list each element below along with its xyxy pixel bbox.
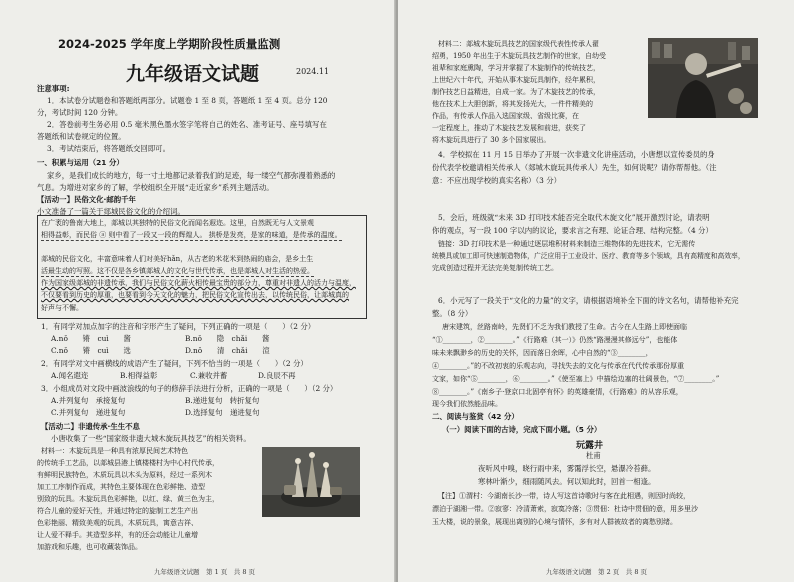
activity-intro: 小文准备了一篇关于郯城民俗文化的介绍词。 <box>37 207 185 216</box>
poem-title: 玩露井 <box>576 441 604 451</box>
section-heading: 一、积累与运用（21 分） <box>37 158 124 167</box>
exam-page-2 <box>398 0 794 582</box>
poem-note: 【注】①渭村：今湖南长沙一带，诗人写这首诗歌时与客在此相遇，则因时尚较， <box>438 492 690 500</box>
passage-line: 相得益彰，而民俗 ⓐ 则中看了一段又一段的辉煌人。 拱桥是发亮，是家的味道，是传承的温度。 <box>41 231 342 239</box>
material-line: 绍勇，1950 年出生于木旋玩具技艺制作的世家，自幼受 <box>432 52 607 60</box>
option-a: A.nǒ 锵 cuì 酱 <box>51 334 131 343</box>
material-line: 上世纪六十年代，开始从事木旋玩具制作，经年累积， <box>432 76 600 84</box>
option-d: D.nǒ 清 chǎi 渲 <box>185 346 270 355</box>
material-line: 将木旋玩具进行了 30 多个国家展出。 <box>432 136 551 144</box>
question-4: 4．学校拟在 11 月 15 日举办了开展一次非遗文化讲座活动，小唐想以宣传委员的身 <box>438 150 715 159</box>
notice-line: 3．考试结束后，将答题纸交回即可。 <box>47 144 170 153</box>
material-line: 加工工序制作而成，其特色主要体现在色彩鲜艳、造型 <box>37 483 205 491</box>
notice-line: 分，考试时间 120 分钟。 <box>37 108 123 117</box>
option-c: C.nǒ 锵 cuì 选 <box>51 346 131 355</box>
intro-line: 家乡，是我们成长的地方，每一寸土地都记录着我们的足迹，每一缕空气都弥漫着熟悉的 <box>47 171 336 180</box>
passage-line: 作为国家级郯城的非遗传承，我们与民俗文化薪火相传最宝贵的部分力，尊重对非遗人的活力与温度， <box>41 279 356 287</box>
link-material-line: 完成创造过程并无法完美复制传统工艺。 <box>432 264 558 272</box>
option-d: D.选择复句 递进复句 <box>185 408 260 417</box>
material-line: 材料二：郯城木旋玩具技艺的国家级代表性传承人翟 <box>438 40 599 48</box>
page-footer: 九年级语文试题 第 1 页 共 8 页 <box>154 568 256 576</box>
question-5: 5．会后，班级就“未来 3D 打印技术能否完全取代木旋文化”展开激烈讨论，请表明 <box>438 213 710 222</box>
exam-title: 2024-2025 学年度上学期阶段性质量监测 <box>58 37 281 51</box>
passage-line: 郯城的民俗文化，丰富意味着人们对美好hǎn，从古老的米花米到热闹的庙会，是乡土生 <box>41 255 314 263</box>
fill-blank-line: ④________。”的不改初衷的乐观志向，寻找失去的文化与传承在代代传承那份厚重 <box>432 362 685 370</box>
material-line: 祖辈和家庭熏陶，学习并掌握了木旋制作的传统技艺， <box>432 64 600 72</box>
fill-blank-line: ⑧________。”《南乡子·登京口北固亭有怀》的英雄豪情，《行路难》的从容乐观， <box>432 388 683 396</box>
exam-page-1 <box>0 0 396 582</box>
question-5-line: 你的观点，写一段 100 字以内的议论，要求言之有理、论证合理、结构完整。（4 分） <box>432 226 713 235</box>
notice-line: 答题纸和试卷规定的位置。 <box>37 132 126 141</box>
material-line: 色彩艳丽、精致美观的玩具，木质玩具，寓意吉祥、 <box>37 519 198 527</box>
option-a: A.并列复句 承接复句 <box>51 396 126 405</box>
poem-author: 杜甫 <box>586 451 601 460</box>
poem-line: 夜听风中嗅，晓行雨中来，雾霭浮长空，悬瀑冷苔藓。 <box>478 464 656 473</box>
question-4-line: 意：不应出现学校的真实名称）（3 分） <box>432 176 561 185</box>
passage-line: 不仅要看到历史的厚重，也要看到今天文化的魅力，把民俗文化宣传出去，以传统民俗，让郯城真的 <box>41 291 349 299</box>
option-b: B.nǒ 隐 chǎi 酱 <box>185 334 270 343</box>
section-heading: 二、阅读与鉴赏（42 分） <box>432 412 519 421</box>
fill-blank-line: 现今我们依然能品味。 <box>432 400 502 408</box>
activity-heading: 【活动一】民俗文化·邮韵千年 <box>37 195 136 204</box>
fill-blank-line: 文家，如你“⑤________，⑥________。”《使至塞上》中描绘边塞的壮阔景色，“⑦________。” <box>432 375 720 383</box>
page-footer: 九年级语文试题 第 2 页 共 8 页 <box>546 568 648 576</box>
material-line: 加游戏和乐趣，也可收藏装饰品。 <box>37 543 142 551</box>
option-c: C.并列复句 递进复句 <box>51 408 126 417</box>
material-line: 别致的玩具。木旋玩具色彩鲜艳，以红、绿、黄三色为主， <box>37 495 219 503</box>
subsection-heading: （一）阅读下面的古诗，完成下面小题。（5 分） <box>442 425 602 434</box>
intro-line: 气息。为增进对家乡的了解，学校组织全开展“走近家乡”系列主题活动。 <box>37 183 274 192</box>
question-4-line: 份代表学校邀请相关传承人（郯城木旋玩具传承人）先生，如何说呢？请你帮帮他。（注 <box>432 163 717 172</box>
notice-heading: 注意事项: <box>37 84 70 93</box>
poem-note: 漂泊于湖湘一带。②寂寥：冷清萧索，寂寞冷落；③贯佃：杜诗中贯佃的意，用多里沙 <box>432 505 698 513</box>
exam-subtitle: 九年级语文试题 <box>126 63 260 85</box>
craftsman-photo <box>648 38 758 118</box>
notice-line: 2．答卷前考生务必用 0.5 毫米黑色墨水签字笔将自己的姓名、准考证号、座号填写在 <box>47 120 327 129</box>
toy-photo <box>262 447 360 517</box>
poem-note: 玉大楼，说的景象，展现出离别的心境与情怀，多有对人群被故者的离愁别绪。 <box>432 518 677 526</box>
question-6-line: 整。（8 分） <box>432 309 473 318</box>
question-6: 6．小元写了一段关于“文化的力量”的文字，请根据语境补全下面的诗文名句，请帮他补充完 <box>438 296 739 305</box>
activity-heading: 【活动二】非遗传承·生生不息 <box>41 422 140 431</box>
poem-line: 寒林叶渐少，细雨随风去。何以知此时，回首一相逢。 <box>478 477 656 486</box>
material-line: 的传统手工艺品，以郯城县港上镇楼楼村为中心村代传承， <box>37 459 219 467</box>
option-d: D.良辰不再 <box>258 371 296 380</box>
option-b: B.相得益彰 <box>120 371 158 380</box>
question-1: 1．有同学对加点加字的注音和字形产生了疑问，下列正确的一项是（ ）（2 分） <box>41 322 316 331</box>
link-material-line: 链接：3D 打印技术是一种通过逐层堆积材料来制造三维物体的先进技术，它无需传 <box>438 240 696 248</box>
fill-blank-line: “①________，②________。”《行路难（其一）》仍然“路漫漫其修远兮”，也能体 <box>432 336 678 344</box>
notice-line: 1．本试卷分试题卷和答题纸两部分。试题卷 1 至 8 页，答题纸 1 至 4 页。总分 120 <box>47 96 328 105</box>
material-line: 让人爱不释手。其造型多样，有的还会动能让儿童增 <box>37 531 198 539</box>
passage-line: 好声与不懈。 <box>41 304 83 312</box>
fill-blank-line: 唐宋建筑，丝路南岭，先贤们不乏为我们教授了生命。古今在人生路上即使面临 <box>442 323 687 331</box>
material-line: 制作技艺日益精进，自成一家。为了木旋技艺的传承， <box>432 88 600 96</box>
option-b: B.递进复句 转折复句 <box>185 396 260 405</box>
passage-line: 活最生动的写照。这不仅是各乡镇郯城人的文化与世代传承，也是郯城人对生活的热爱。 <box>41 267 314 275</box>
material-line: 作品，有传承人作品入选国家级、省级比赛，在 <box>432 112 579 120</box>
material-line: 一定程度上，推动了木旋技艺发展和前进，获奖了 <box>432 124 586 132</box>
activity-intro: 小唐收集了一些“国家级非遗大城木旋玩具技艺”的相关资料。 <box>51 434 251 443</box>
passage-line: 在广袤的鲁南大地上，郯城以其独特的民俗文化而闻名遐迩。这里，自然既无与人文景观 <box>41 219 314 227</box>
material-line: 符合儿童的爱好天性，并通过特定的旋制工艺生产出 <box>37 507 198 515</box>
material-line: 材料一：木旋玩具是一种具有浓厚民间艺术特色 <box>41 447 188 455</box>
option-c: C.兼收并蓄 <box>190 371 228 380</box>
link-material-line: 统模具或加工即可快速制造物体，广泛应用于工业设计、医疗、教育等多个领域，具有高精度和高效率， <box>432 252 745 260</box>
option-a: A.闻名遐迩 <box>51 371 89 380</box>
exam-date: 2024.11 <box>296 67 330 76</box>
material-line: 有鲜明民族特色，木质玩具以木头为原料，经过一系列木 <box>37 471 212 479</box>
material-line: 他在技术上大胆创新，将其发扬光大，一件件精美的 <box>432 100 593 108</box>
fill-blank-line: 味未来飘渺乡的历史的关怀，因而落日余晖，心中自然的“③________， <box>432 349 653 357</box>
question-2: 2．有同学对文中画横线的成语产生了疑问，下列不恰当的一项是（ ）（2 分） <box>41 359 308 368</box>
question-3: 3．小组成员对文段中画波浪线的句子的修辞手法进行分析，正确的一项是（ ）（2 分） <box>41 384 338 393</box>
